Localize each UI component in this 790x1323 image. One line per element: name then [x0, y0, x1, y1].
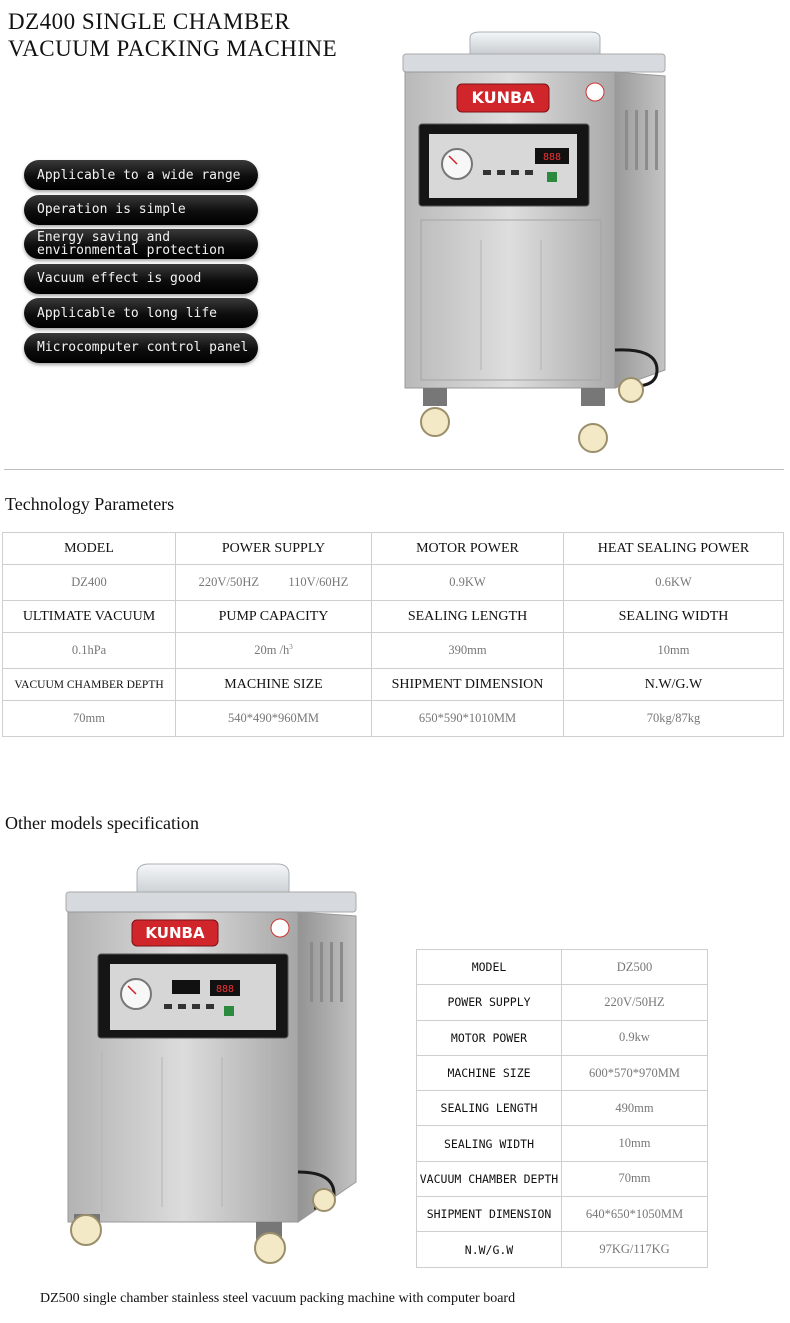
table-row: [3, 565, 784, 601]
table-cell: 10mm: [564, 633, 784, 669]
table-cell: 0.6KW: [564, 565, 784, 601]
svg-text:888: 888: [215, 984, 235, 995]
table-header-cell: MOTOR POWER: [372, 533, 564, 565]
tech-parameters-heading: Technology Parameters: [5, 494, 175, 514]
table-cell: [176, 633, 372, 669]
table-header-cell: SEALING LENGTH: [372, 601, 564, 633]
spec-key: SEALING LENGTH: [417, 1091, 562, 1126]
table-header-cell: SHIPMENT DIMENSION: [372, 669, 564, 701]
table-header-cell: MODEL: [3, 533, 176, 565]
table-row: [3, 601, 784, 633]
table-header-cell: ULTIMATE VACUUM: [3, 601, 176, 633]
other-models-heading: Other models specification: [5, 813, 199, 833]
svg-text:888: 888: [542, 152, 562, 163]
spec-value: 70mm: [562, 1161, 708, 1196]
title-line-2: VACUUM PACKING MACHINE: [8, 36, 338, 61]
table-row: [417, 1055, 708, 1090]
feature-list: [24, 160, 260, 367]
brand-logo-text: KUNBA: [145, 924, 205, 942]
feature-pill: Applicable to long life: [24, 298, 258, 328]
spec-key: VACUUM CHAMBER DEPTH: [417, 1161, 562, 1196]
table-row: [417, 950, 708, 985]
table-header-cell: HEAT SEALING POWER: [564, 533, 784, 565]
spec-value: DZ500: [562, 950, 708, 985]
table-header-cell: POWER SUPPLY: [176, 533, 372, 565]
table-header-cell: PUMP CAPACITY: [176, 601, 372, 633]
spec-key: POWER SUPPLY: [417, 985, 562, 1020]
spec-value: 10mm: [562, 1126, 708, 1161]
table-header-cell: MACHINE SIZE: [176, 669, 372, 701]
table-header-cell: N.W/G.W: [564, 669, 784, 701]
superscript: 3: [289, 642, 293, 651]
spec-value: 490mm: [562, 1091, 708, 1126]
feature-pill: Applicable to a wide range: [24, 160, 258, 190]
table-cell: 70kg/87kg: [564, 701, 784, 737]
pump-capacity-value: 20m /h: [254, 643, 290, 658]
table-row: [3, 533, 784, 565]
spec-value: 600*570*970MM: [562, 1055, 708, 1090]
dz400-machine-image: [395, 30, 675, 460]
table-row: [3, 669, 784, 701]
table-header-cell: SEALING WIDTH: [564, 601, 784, 633]
table-cell: [176, 565, 372, 601]
spec-key: SHIPMENT DIMENSION: [417, 1197, 562, 1232]
tech-parameters-table: [2, 532, 784, 737]
table-row: [3, 701, 784, 737]
dz500-spec-table: [416, 949, 708, 1268]
table-row: [417, 1126, 708, 1161]
feature-pill: Vacuum effect is good: [24, 264, 258, 294]
table-row: [417, 1197, 708, 1232]
power-supply-value: 220V/50HZ: [198, 575, 260, 589]
section-divider: [4, 469, 784, 470]
table-cell: 70mm: [3, 701, 176, 737]
table-row: [417, 1091, 708, 1126]
spec-key: MODEL: [417, 950, 562, 985]
spec-value: 640*650*1050MM: [562, 1197, 708, 1232]
table-row: [417, 1020, 708, 1055]
table-cell: 540*490*960MM: [176, 701, 372, 737]
page-title: [8, 8, 408, 62]
table-cell: DZ400: [3, 565, 176, 601]
feature-pill: Energy saving and environmental protection: [24, 229, 258, 259]
table-cell: 650*590*1010MM: [372, 701, 564, 737]
table-row: [417, 1161, 708, 1196]
feature-pill: Microcomputer control panel: [24, 333, 258, 363]
spec-key: N.W/G.W: [417, 1232, 562, 1267]
table-cell: 390mm: [372, 633, 564, 669]
spec-value: 97KG/117KG: [562, 1232, 708, 1267]
title-line-1: DZ400 SINGLE CHAMBER: [8, 9, 291, 34]
spec-key: SEALING WIDTH: [417, 1126, 562, 1161]
spec-key: MOTOR POWER: [417, 1020, 562, 1055]
brand-logo-text: KUNBA: [471, 88, 535, 107]
power-supply-alt-value: 110V/60HZ: [288, 575, 349, 589]
spec-value: 220V/50HZ: [562, 985, 708, 1020]
table-row: [417, 985, 708, 1020]
image-caption: DZ500 single chamber stainless steel vacuum packing machine with computer board: [40, 1291, 516, 1306]
table-cell: 0.9KW: [372, 565, 564, 601]
spec-value: 0.9kw: [562, 1020, 708, 1055]
table-cell: 0.1hPa: [3, 633, 176, 669]
table-header-cell: VACUUM CHAMBER DEPTH: [3, 669, 176, 701]
table-row: [417, 1232, 708, 1267]
feature-pill: Operation is simple: [24, 195, 258, 225]
spec-key: MACHINE SIZE: [417, 1055, 562, 1090]
table-row: [3, 633, 784, 669]
dz500-machine-image: [52, 862, 367, 1272]
